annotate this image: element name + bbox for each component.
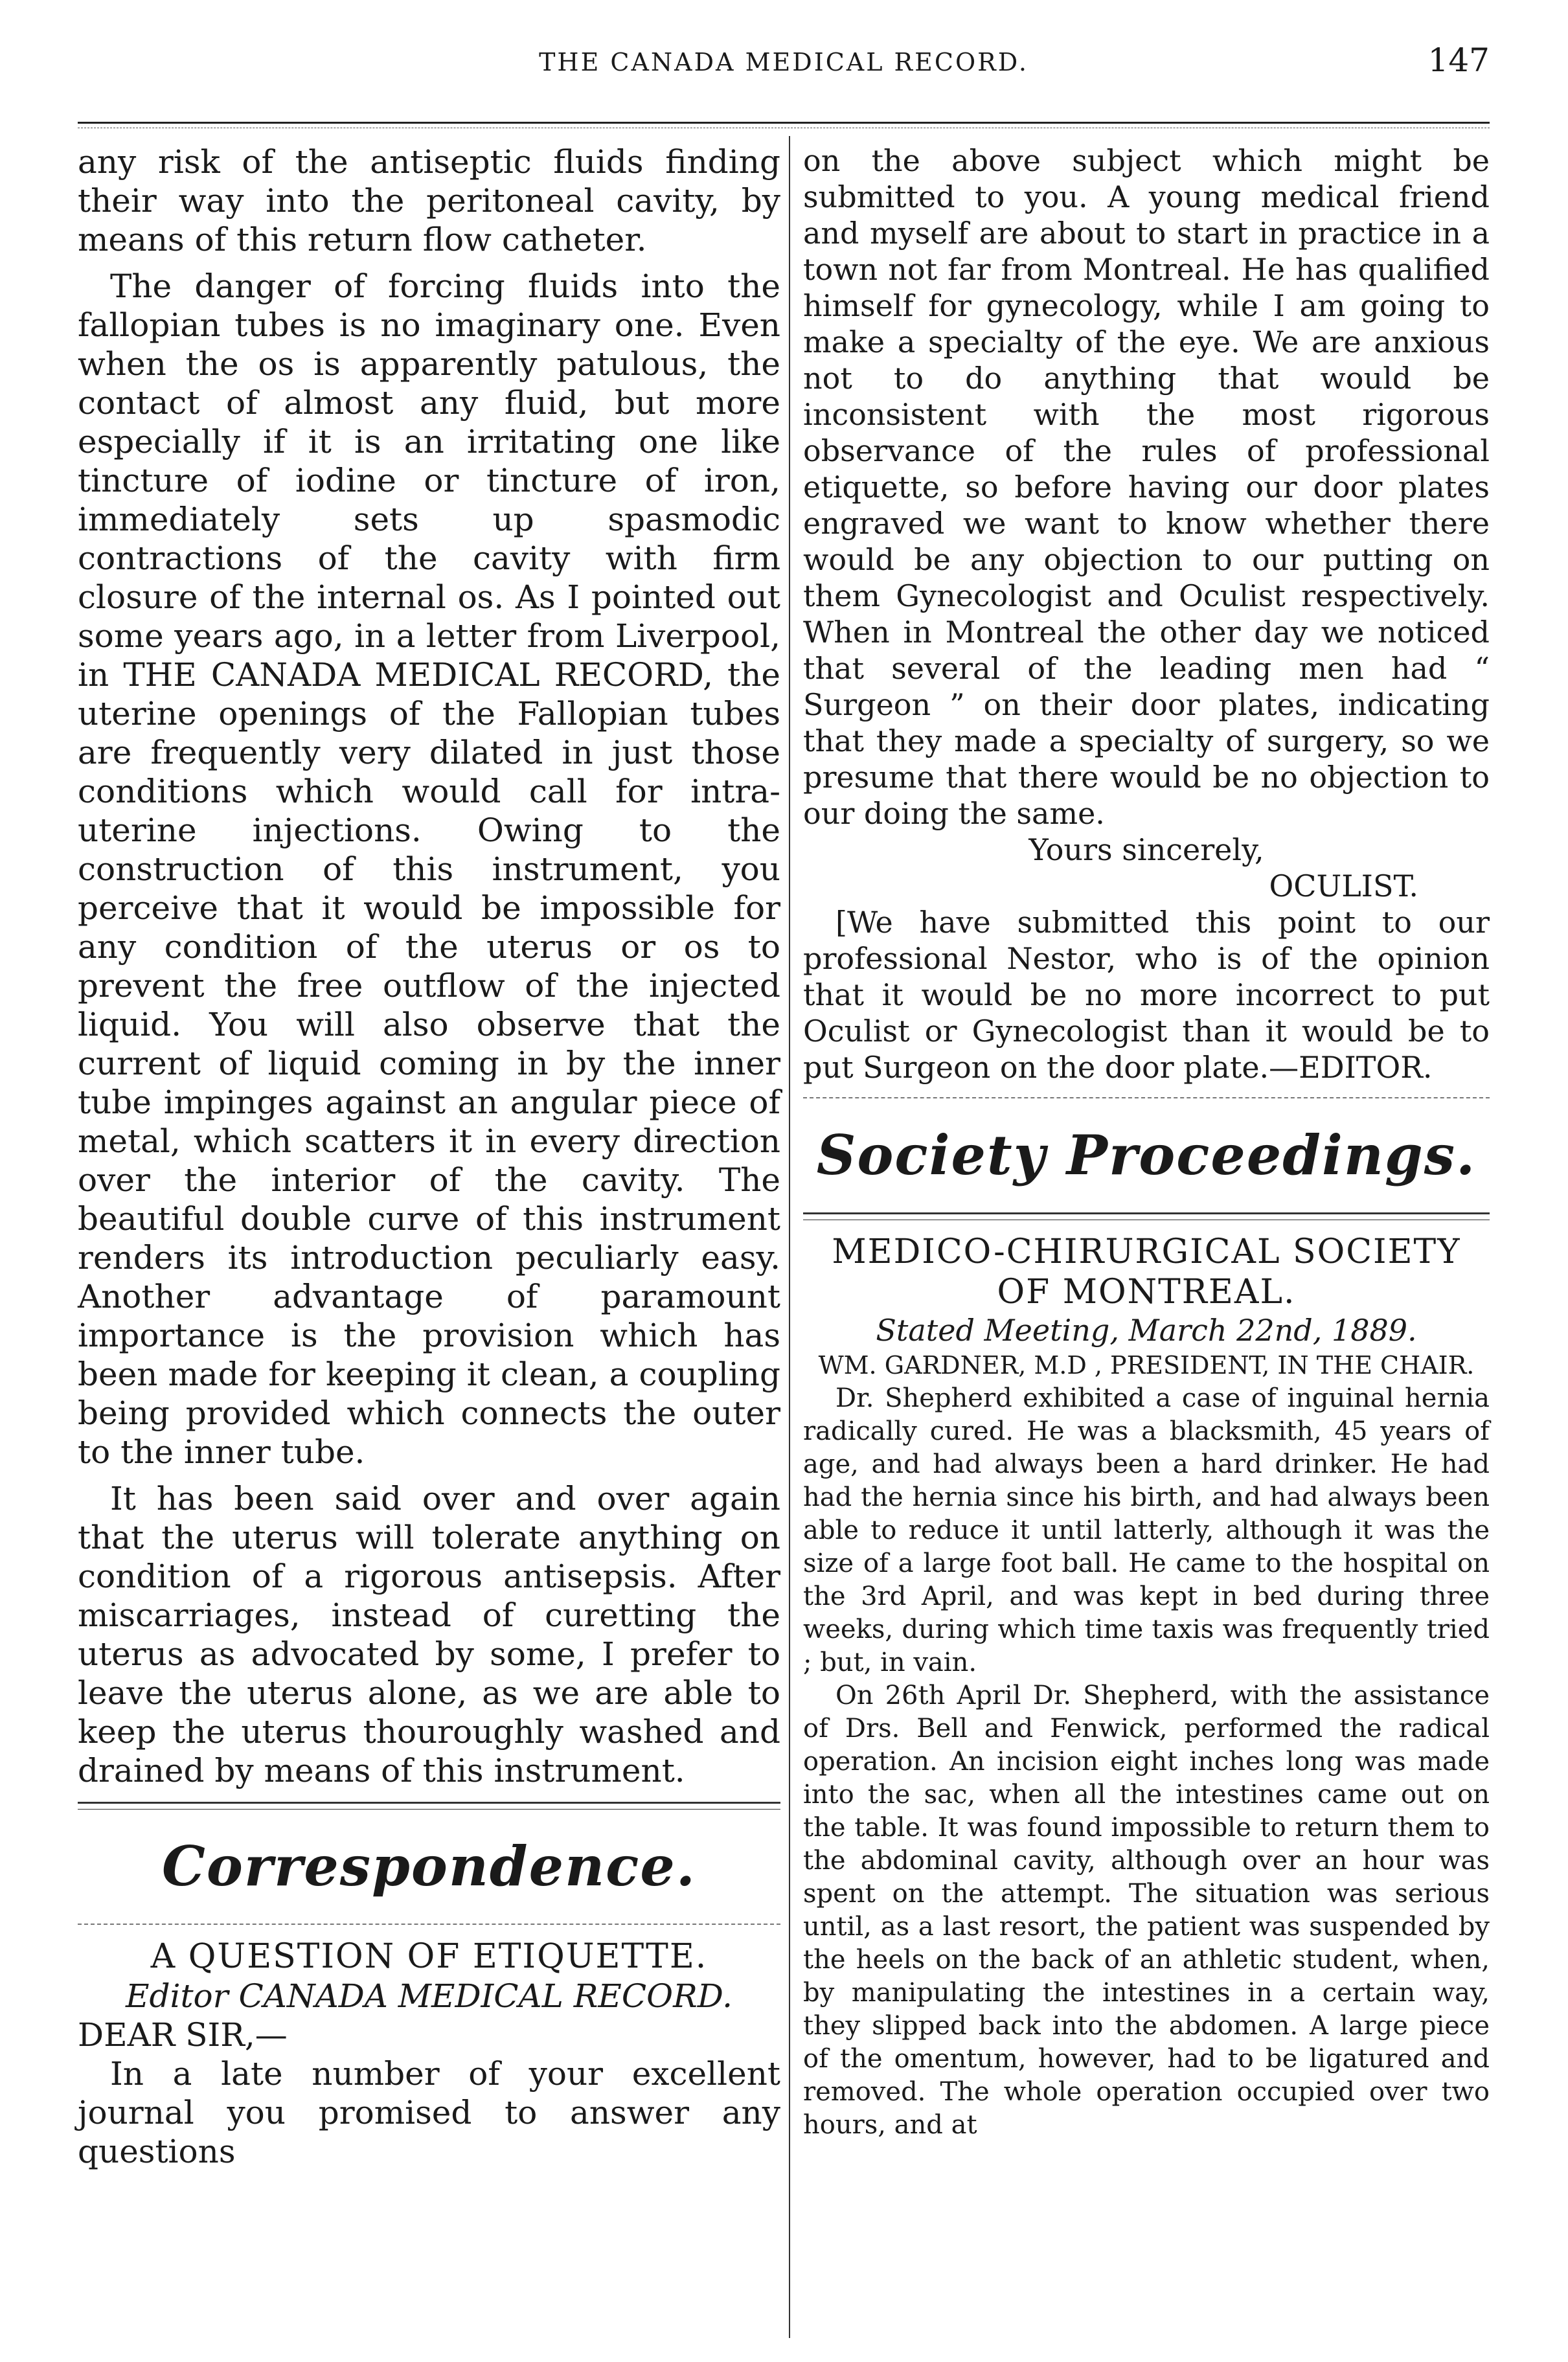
column-divider xyxy=(789,136,790,2338)
left-column xyxy=(78,142,780,2171)
society-title: MEDICO-CHIRURGICAL SOCIETY OF MONTREAL. xyxy=(832,1232,1461,1312)
letter-continued: on the above subject which might be submitted to you. A young medical friend and myself are about to start in practice in a town not far from Montreal. He has qualified himself for gynecology, while I am going to make a specialty of the eye. We are anxious not to do anything that would be inconsistent with the most rigorous observance of the rules of professional etiquette, so before having our door plates engraved we want to know whether there would be any objection to our putting on them Gynecologist and Oculist respectively. When in Montreal the other day we noticed that several of the leading men had “ Surgeon ” on their door plates, indicating that they made a specialty of surgery, so we presume that there would be no objection to our doing the same. xyxy=(803,143,1490,831)
section-rule xyxy=(78,1924,780,1925)
right-column xyxy=(803,142,1490,2142)
paragraph: The danger of forcing fluids into the fallopian tubes is no imaginary one. Even when the os is apparently patulous, the contact of almost any fluid, but more especially if it is an irritating one like tincture of iodine or tincture of iron, immediately sets up spasmodic contractions of the cavity with firm closure of the internal os. As I pointed out some years ago, in a letter from Liverpool, in THE CANADA MEDICAL RECORD, the uterine openings of the Fallopian tubes are frequently very dilated in just those conditions which would call for intra-uterine injections. Owing to the construction of this instrument, you perceive that it would be impossible for any condition of the uterus or os to prevent the free outflow of the injected liquid. You will also observe that the current of liquid coming in by the inner tube impinges against an angular piece of metal, which scatters it in every direction over the interior of the cavity. The beautiful double curve of this instrument renders its introduction peculiarly easy. Another advantage of paramount importance is the provision which has been made for keeping it clean, a coupling being provided which connects the outer to the inner tube. xyxy=(78,267,780,1471)
page-header xyxy=(78,39,1490,97)
header-rule xyxy=(78,122,1490,128)
letter-signature: OCULIST. xyxy=(1269,869,1418,903)
paragraph: Dr. Shepherd exhibited a case of inguinal hernia radically cured. He was a blacksmith, 45 years of age, and had always been a hard drinker. He had had the hernia since his birth, and had always been able to reduce it until latterly, although it was the size of a large foot ball. He came to the hospital on the 3rd April, and was kept in bed during three weeks, during which time taxis was frequently tried ; but, in vain. xyxy=(803,1383,1490,1677)
section-heading-society-proceedings: Society Proceedings. xyxy=(816,1123,1477,1187)
addressee-line: Editor CANADA MEDICAL RECORD. xyxy=(125,1977,733,2015)
section-heading-correspondence: Correspondence. xyxy=(161,1834,697,1898)
meeting-line: Stated Meeting, March 22nd, 1889. xyxy=(876,1313,1417,1348)
running-title: THE CANADA MEDICAL RECORD. xyxy=(539,48,1028,76)
section-rule xyxy=(803,1212,1490,1220)
paragraph: It has been said over and over again that the uterus will tolerate anything on condition of a rigorous antisepsis. After miscarriages, instead of curetting the uterus as advocated by some, I prefer to leave the uterus alone, as we are able to keep the uterus thouroughly washed and drained by means of this instrument. xyxy=(78,1480,780,1789)
article-title: A QUESTION OF ETIQUETTE. xyxy=(150,1937,708,1976)
section-rule xyxy=(78,1802,780,1810)
salutation: DEAR SIR,— xyxy=(78,2016,288,2054)
page-number: 147 xyxy=(1427,41,1490,79)
letter-opening: In a late number of your excellent journal you promised to answer any questions xyxy=(78,2055,780,2170)
paragraph: any risk of the antiseptic fluids finding their way into the peritoneal cavity, by means of this return flow catheter. xyxy=(78,143,780,258)
letter-closing: Yours sincerely, xyxy=(1028,832,1264,867)
editor-reply: [We have submitted this point to our professional Nestor, who is of the opinion that it would be no more incorrect to put Oculist or Gynecologist than it would be to put Surgeon on the door plate.—EDITOR. xyxy=(803,905,1490,1085)
chair-line: WM. GARDNER, M.D , PRESIDENT, IN THE CHAIR. xyxy=(818,1351,1475,1380)
section-rule xyxy=(803,1097,1490,1098)
paragraph: On 26th April Dr. Shepherd, with the assistance of Drs. Bell and Fenwick, performed the radical operation. An incision eight inches long was made into the sac, when all the intestines came out on the table. It was found impossible to return them to the abdominal cavity, although over an hour was spent on the attempt. The situation was serious until, as a last resort, the patient was suspended by the heels on the back of an athletic student, when, by manipulating the intestines in a certain way, they slipped back into the abdomen. A large piece of the omentum, however, had to be ligatured and removed. The whole operation occupied over two hours, and at xyxy=(803,1681,1490,2140)
